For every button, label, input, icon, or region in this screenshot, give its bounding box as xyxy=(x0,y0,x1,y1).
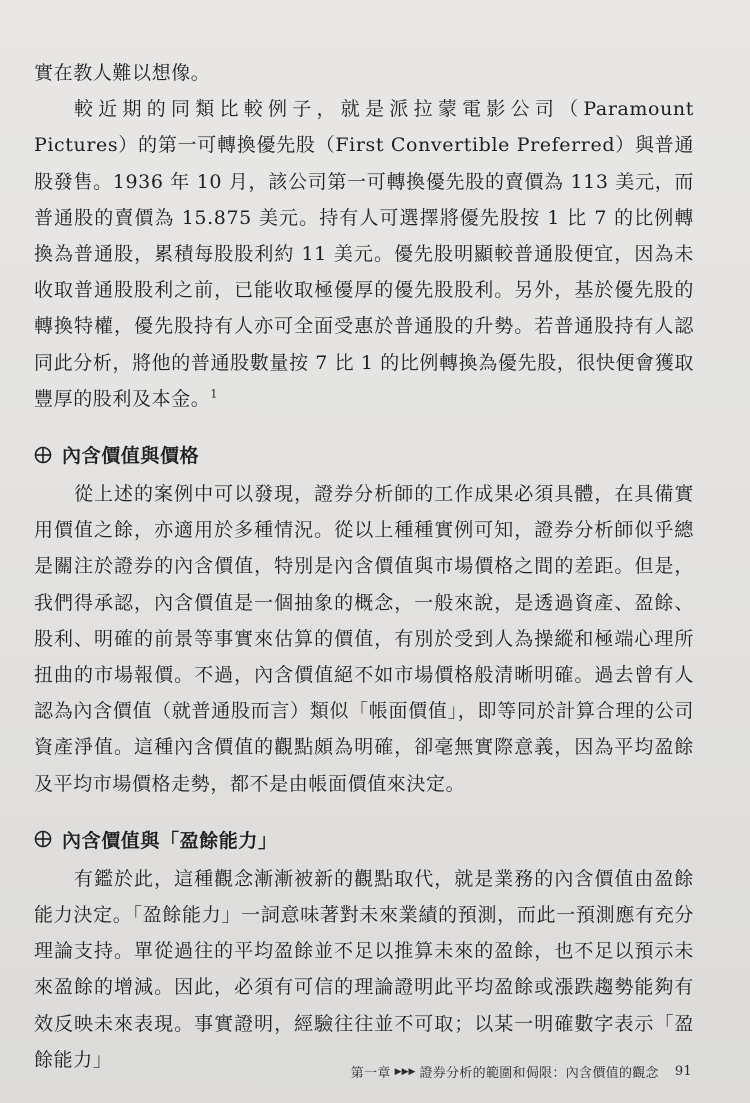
footnote-reference[interactable]: 1 xyxy=(210,387,219,401)
section-heading-text: 內含價值與價格 xyxy=(62,445,200,468)
section-heading-text: 內含價值與「盈餘能力」 xyxy=(62,829,278,852)
paragraph-continuation xyxy=(34,55,694,91)
page-number: 91 xyxy=(674,1064,692,1079)
footer-chapter-title: 證券分析的範圍和侷限：內含價值的觀念 xyxy=(419,1066,659,1081)
circled-plus-icon xyxy=(34,830,52,848)
running-footer xyxy=(351,1062,692,1081)
section-heading-intrinsic-value-and-price xyxy=(34,441,694,468)
paragraph-text: 較近期的同類比較例子，就是派拉蒙電影公司（Paramount Pictures）的第一可轉換優先股（First Convertible Preferred）與普通股發售。1936 年 10 月，該公司第一可轉換優先股的賣價為 113 美元，而普通股的賣價為 15.875 美元。持有人可選擇將優先股按 1 比 7 的比例轉換為普通股，累積每股股利約 11 美元。優先股明顯較普通股便宜，因為未收取普通股股利之前，已能收取極優厚的優先股股利。另外，基於優先股的轉換特權，優先股持有人亦可全面受惠於普通股的升勢。若普通股持有人認同此分析，將他的普通股數量按 7 比 1 的比例轉換為優先股，很快便會獲取豐厚的股利及本金。 xyxy=(34,98,694,410)
page-body xyxy=(34,55,694,1078)
paragraph-text: 有鑑於此，這種觀念漸漸被新的觀點取代，就是業務的內含價值由盈餘能力決定。「盈餘能力」一詞意味著對未來業績的預測，而此一預測應有充分理論支持。單從過往的平均盈餘並不足以推算未來的盈餘，也不足以預示未來盈餘的增減。因此，必須有可信的理論證明此平均盈餘或漲跌趨勢能夠有效反映未來表現。事實證明，經驗往往並不可取；以某一明確數字表示「盈餘能力」 xyxy=(34,867,694,1071)
paragraph-intrinsic-value xyxy=(34,476,694,802)
paragraph-text: 從上述的案例中可以發現，證券分析師的工作成果必須具體，在具備實用價值之餘，亦適用於多種情況。從以上種種實例可知，證券分析師似乎總是關注於證券的內含價值，特別是內含價值與市場價格之間的差距。但是，我們得承認，內含價值是一個抽象的概念，一般來說，是透過資產、盈餘、股利、明確的前景等事實來估算的價值，有別於受到人為操縱和極端心理所扭曲的市場報價。不過，內含價值絕不如市場價格般清晰明確。過去曾有人認為內含價值（就普通股而言）類似「帳面價值」，即等同於計算合理的公司資產淨值。這種內含價值的觀點頗為明確，卻毫無實際意義，因為平均盈餘及平均市場價格走勢，都不是由帳面價值來決定。 xyxy=(34,483,694,795)
triple-arrow-icon: ▶▶▶ xyxy=(394,1066,416,1077)
circled-plus-icon xyxy=(34,446,52,464)
paragraph-earning-power xyxy=(34,861,694,1078)
section-heading-intrinsic-value-and-earning-power xyxy=(34,826,694,853)
paragraph-text: 實在教人難以想像。 xyxy=(34,62,211,84)
footer-chapter: 第一章 xyxy=(350,1066,391,1081)
paragraph-paramount-example xyxy=(34,91,694,417)
